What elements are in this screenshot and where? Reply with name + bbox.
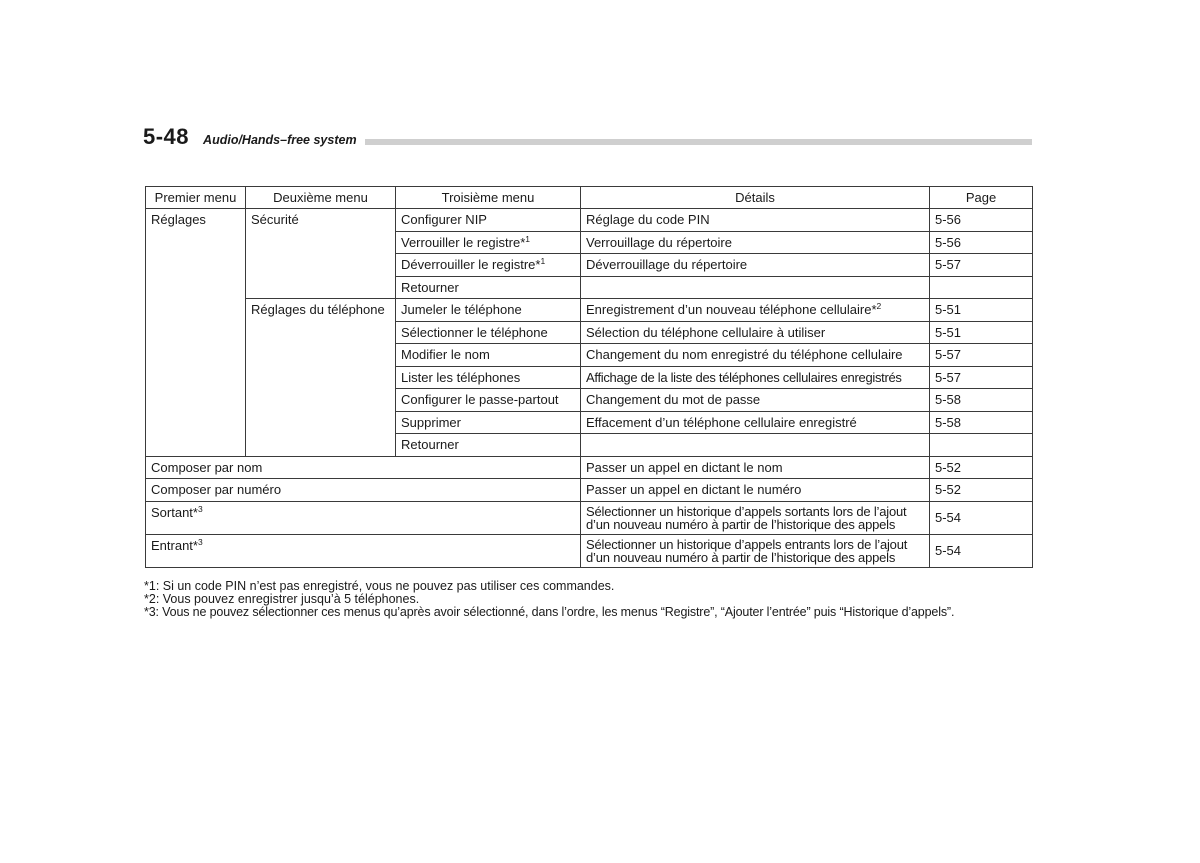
menu-cell: Composer par numéro	[146, 479, 581, 502]
third-menu-cell: Lister les téléphones	[396, 366, 581, 389]
details-cell: Passer un appel en dictant le nom	[581, 456, 930, 479]
footnote: *3: Vous ne pouvez sélectionner ces menus qu’après avoir sélectionné, dans l’ordre, les menus “Registre”, “Ajouter l’entrée” puis “Historique d’appels”.	[144, 605, 955, 619]
details-cell: Sélectionner un historique d’appels sortants lors de l’ajout d’un nouveau numéro à partir de l’historique des appels	[581, 501, 930, 534]
third-menu-cell: Retourner	[396, 276, 581, 299]
page-cell: 5-58	[930, 411, 1033, 434]
page-header	[143, 124, 357, 150]
page-cell: 5-57	[930, 254, 1033, 277]
column-header: Troisième menu	[396, 187, 581, 209]
third-menu-cell: Sélectionner le téléphone	[396, 321, 581, 344]
third-menu-cell: Supprimer	[396, 411, 581, 434]
menu-cell: Composer par nom	[146, 456, 581, 479]
section-title: Audio/Hands–free system	[203, 133, 357, 147]
page-cell: 5-54	[930, 534, 1033, 567]
menu-cell: Sortant*$^3$	[146, 501, 581, 534]
footnotes	[144, 580, 954, 619]
page-cell: 5-57	[930, 344, 1033, 367]
page-cell: 5-52	[930, 479, 1033, 502]
details-cell: Changement du nom enregistré du téléphone cellulaire	[581, 344, 930, 367]
menu-table	[145, 186, 1033, 568]
details-cell	[581, 434, 930, 457]
table-row	[146, 479, 1033, 502]
column-header: Deuxième menu	[246, 187, 396, 209]
details-cell: Effacement d’un téléphone cellulaire enregistré	[581, 411, 930, 434]
table-row	[146, 209, 1033, 232]
third-menu-cell: Déverrouiller le registre*$^1$	[396, 254, 581, 277]
page-cell: 5-56	[930, 209, 1033, 232]
details-cell	[581, 276, 930, 299]
table-row	[146, 501, 1033, 534]
header-rule	[365, 139, 1032, 145]
page-cell	[930, 276, 1033, 299]
details-cell: Changement du mot de passe	[581, 389, 930, 412]
page-cell: 5-51	[930, 321, 1033, 344]
second-menu-cell: Réglages du téléphone	[246, 299, 396, 457]
details-cell: Réglage du code PIN	[581, 209, 930, 232]
second-menu-cell: Sécurité	[246, 209, 396, 299]
page-cell: 5-57	[930, 366, 1033, 389]
details-cell: Passer un appel en dictant le numéro	[581, 479, 930, 502]
column-header: Détails	[581, 187, 930, 209]
table-row	[146, 534, 1033, 567]
third-menu-cell: Configurer le passe-partout	[396, 389, 581, 412]
column-header: Premier menu	[146, 187, 246, 209]
page-cell: 5-56	[930, 231, 1033, 254]
page-cell: 5-52	[930, 456, 1033, 479]
details-cell: Déverrouillage du répertoire	[581, 254, 930, 277]
third-menu-cell: Configurer NIP	[396, 209, 581, 232]
menu-cell: Entrant*$^3$	[146, 534, 581, 567]
page-cell: 5-58	[930, 389, 1033, 412]
page-cell: 5-54	[930, 501, 1033, 534]
column-header: Page	[930, 187, 1033, 209]
table-row	[146, 299, 1033, 322]
third-menu-cell: Retourner	[396, 434, 581, 457]
footnote: *1: Si un code PIN n’est pas enregistré, vous ne pouvez pas utiliser ces commandes.	[144, 579, 615, 593]
details-cell: Verrouillage du répertoire	[581, 231, 930, 254]
details-cell: Affichage de la liste des téléphones cellulaires enregistrés	[581, 366, 930, 389]
details-cell: Sélection du téléphone cellulaire à utiliser	[581, 321, 930, 344]
details-cell: Enregistrement d’un nouveau téléphone cellulaire*$^2$	[581, 299, 930, 322]
third-menu-cell: Jumeler le téléphone	[396, 299, 581, 322]
page-cell: 5-51	[930, 299, 1033, 322]
first-menu-cell: Réglages	[146, 209, 246, 457]
third-menu-cell: Verrouiller le registre*$^1$	[396, 231, 581, 254]
details-cell: Sélectionner un historique d’appels entrants lors de l’ajout d’un nouveau numéro à partir de l’historique des appels	[581, 534, 930, 567]
third-menu-cell: Modifier le nom	[396, 344, 581, 367]
footnote: *2: Vous pouvez enregistrer jusqu’à 5 téléphones.	[144, 592, 420, 606]
table-header-row	[146, 187, 1033, 209]
page-number: 5-48	[143, 124, 190, 149]
page-cell	[930, 434, 1033, 457]
table-row	[146, 456, 1033, 479]
